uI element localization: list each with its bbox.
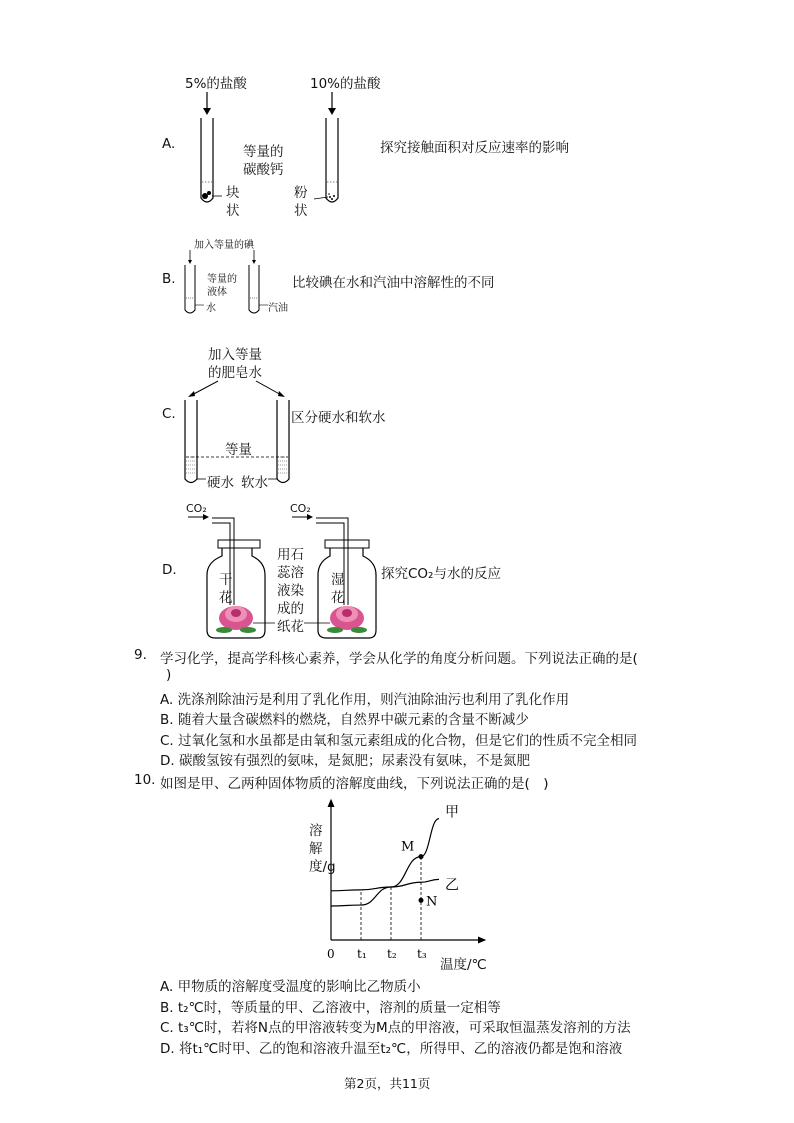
q9-stem: 学习化学，提高学科核心素养，学会从化学的角度分析问题。下列说法正确的是( — [160, 651, 638, 667]
a-center-line1: 等量的 — [243, 144, 284, 160]
option-b-letter: B. — [162, 271, 176, 287]
c-equal: 等量 — [225, 442, 252, 458]
q10-number: 10. — [134, 772, 156, 788]
series-label-1: 甲 — [445, 804, 459, 821]
x-axis-label: 温度/℃ — [440, 957, 487, 973]
q9-number: 9. — [134, 647, 147, 663]
d-mid-2: 蕊溶 — [277, 565, 304, 581]
a-right-label: 10%的盐酸 — [310, 76, 381, 92]
d-mid-5: 纸花 — [277, 619, 304, 635]
q10-option-b: B. t₂℃时，等质量的甲、乙溶液中，溶剂的质量一定相等 — [160, 1000, 501, 1016]
d-wet-1: 湿 — [331, 572, 345, 588]
option-c-desc: 区分硬水和软水 — [291, 410, 386, 426]
q10-option-c: C. t₃℃时，若将N点的甲溶液转变为M点的甲溶液，可采取恒温蒸发溶剂的方法 — [160, 1020, 631, 1036]
a-powder-1: 粉 — [294, 185, 308, 201]
d-wet-2: 花 — [331, 590, 345, 606]
a-powder-2: 状 — [294, 203, 308, 219]
q10-option-a: A. 甲物质的溶解度受温度的影响比乙物质小 — [160, 979, 421, 995]
d-mid-3: 液染 — [277, 583, 304, 599]
y-axis-label: 溶解度/g — [309, 823, 336, 875]
q10-option-d: D. 将t₁℃时甲、乙的饱和溶液升温至t₂℃，所得甲、乙的溶液仍都是饱和溶液 — [160, 1041, 623, 1057]
point-label-M: M — [401, 839, 415, 855]
option-d-letter: D. — [162, 562, 177, 578]
q9-option-d: D. 碳酸氢铵有强烈的氨味，是氮肥；尿素没有氨味，不是氮肥 — [160, 753, 530, 769]
option-b-desc: 比较碘在水和汽油中溶解性的不同 — [292, 275, 495, 291]
q10-stem: 如图是甲、乙两种固体物质的溶解度曲线，下列说法正确的是( ) — [160, 776, 549, 792]
b-gasoline: 汽油 — [268, 303, 288, 314]
x-tick-label: 0 — [327, 947, 335, 961]
d-co2-right: CO₂ — [290, 502, 311, 515]
d-mid-1: 用石 — [277, 547, 304, 563]
series-label-2: 乙 — [445, 877, 459, 894]
q9-stem-end: ) — [166, 667, 172, 683]
a-block-1: 块 — [226, 185, 240, 201]
d-mid-4: 成的 — [277, 601, 304, 617]
point-label-N: N — [426, 894, 438, 910]
a-center-line2: 碳酸钙 — [243, 162, 284, 178]
c-top-2: 的肥皂水 — [208, 365, 262, 381]
page-footer: 第2页，共11页 — [344, 1076, 431, 1091]
d-co2-left: CO₂ — [186, 502, 207, 515]
option-a-desc: 探究接触面积对反应速率的影响 — [380, 140, 569, 156]
data-point-N — [419, 898, 424, 903]
option-a-letter: A. — [162, 136, 176, 152]
d-dry-1: 干 — [219, 572, 233, 588]
a-left-label: 5%的盐酸 — [185, 76, 247, 92]
q9-option-b: B. 随着大量含碳燃料的燃烧，自然界中碳元素的含量不断减少 — [160, 712, 529, 728]
q9-option-c: C. 过氧化氢和水虽都是由氧和氢元素组成的化合物，但是它们的性质不完全相同 — [160, 733, 638, 749]
q9-option-a: A. 洗涤剂除油污是利用了乳化作用，则汽油除油污也利用了乳化作用 — [160, 692, 570, 708]
d-dry-2: 花 — [219, 590, 233, 606]
b-water: 水 — [206, 303, 216, 314]
series-line-2 — [331, 879, 439, 890]
b-liquid-2: 液体 — [207, 287, 227, 298]
x-tick-label: t₃ — [417, 947, 427, 961]
b-top-label: 加入等量的碘 — [194, 240, 254, 251]
option-d-desc: 探究CO₂与水的反应 — [381, 566, 501, 582]
c-top-1: 加入等量 — [208, 347, 262, 363]
b-liquid-1: 等量的 — [207, 274, 237, 285]
c-soft: 软水 — [241, 475, 268, 491]
x-tick-label: t₂ — [387, 947, 397, 961]
option-c-letter: C. — [162, 406, 176, 422]
data-point-M — [419, 854, 424, 859]
x-tick-label: t₁ — [357, 947, 367, 961]
a-block-2: 状 — [226, 203, 240, 219]
series-line-1 — [331, 819, 439, 906]
c-hard: 硬水 — [207, 475, 234, 491]
